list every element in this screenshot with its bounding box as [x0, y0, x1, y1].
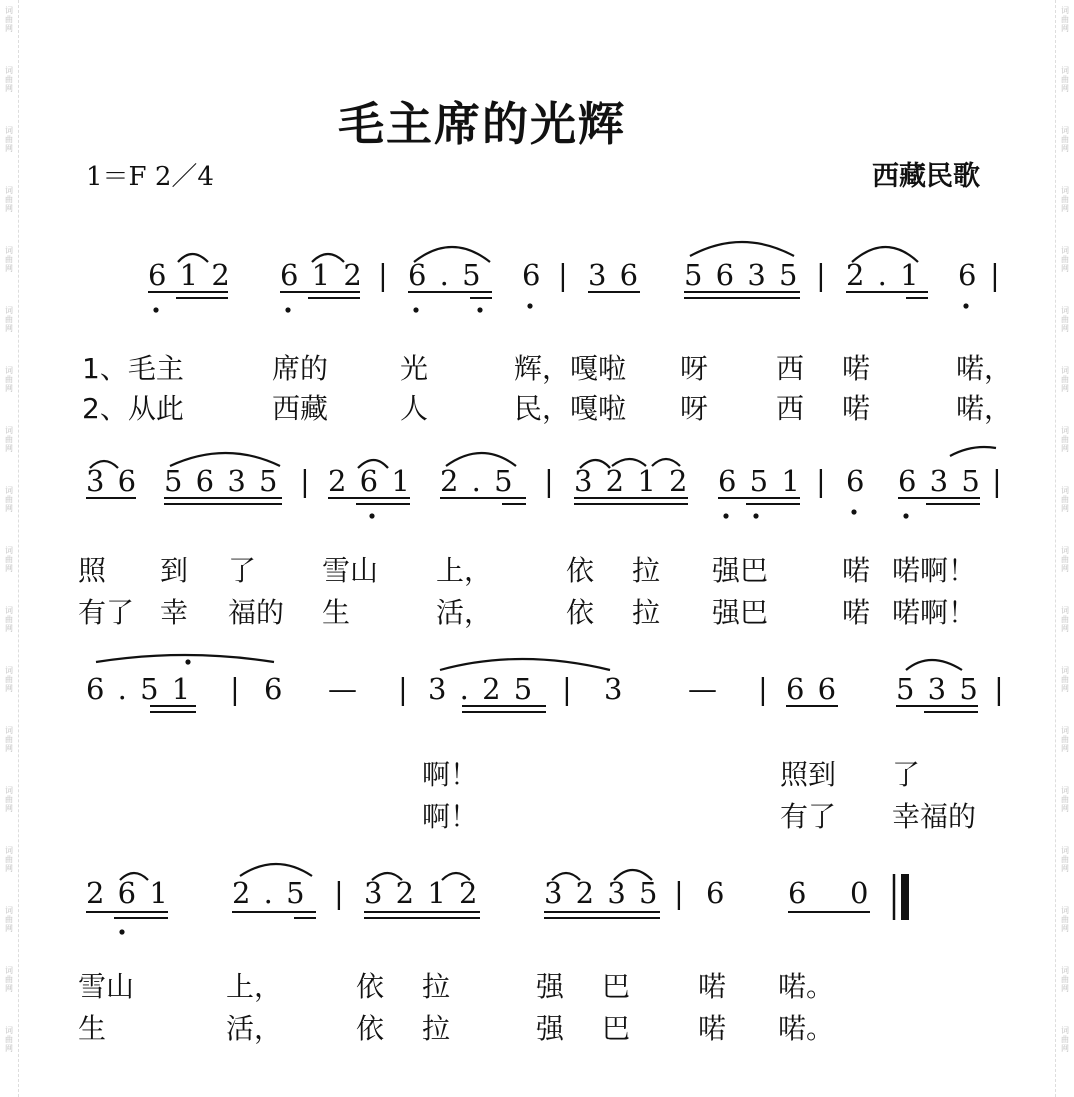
- watermark-text: 词曲网: [5, 126, 13, 153]
- watermark-text: 词曲网: [5, 966, 13, 993]
- notation-group: 6 6: [786, 672, 839, 706]
- notation-group: 3 . 2 5: [428, 672, 535, 706]
- lyric-syllable: 了: [228, 554, 257, 587]
- watermark-text: 词曲网: [1061, 306, 1069, 333]
- watermark-text: 词曲网: [1061, 246, 1069, 273]
- notation-group: 6: [706, 876, 727, 910]
- notation-group: 2 6 1: [328, 464, 412, 498]
- lyric-syllable: 席的: [272, 352, 329, 385]
- lyric-syllable: 呀: [680, 352, 709, 385]
- tie: [440, 659, 610, 670]
- lyric-syllable: 喏，: [956, 352, 1013, 385]
- lyric-syllable: 拉: [632, 596, 661, 629]
- watermark-text: 词曲网: [1061, 366, 1069, 393]
- lyric-syllable: 福的: [228, 596, 285, 629]
- lyric-syllable: 啊！: [422, 758, 479, 791]
- lyric-syllable: 喏。: [778, 1012, 835, 1045]
- notation-group: —: [328, 672, 359, 706]
- tie: [96, 655, 274, 662]
- lyric-syllable: 拉: [422, 970, 451, 1003]
- lyric-syllable: 生: [322, 596, 351, 629]
- barline: |: [378, 258, 390, 292]
- watermark-text: 词曲网: [5, 606, 13, 633]
- lyric-syllable: 上，: [226, 970, 283, 1003]
- lyric-syllable: 喏，: [956, 392, 1013, 425]
- barline: |: [758, 672, 770, 706]
- lyric-syllable: 喏: [842, 596, 871, 629]
- watermark-text: 词曲网: [1061, 486, 1069, 513]
- lyric-syllable: 强巴: [712, 554, 769, 587]
- slur: [372, 873, 402, 880]
- watermark-text: 词曲网: [1061, 966, 1069, 993]
- song-title: 毛主席的光辉: [338, 97, 626, 151]
- barline: |: [816, 464, 828, 498]
- lyric-syllable: 巴: [602, 1012, 631, 1045]
- lyric-syllable: 照: [78, 554, 107, 587]
- lyric-syllable: 1、毛主: [82, 352, 184, 385]
- notation-group: 6 1 2: [148, 258, 232, 292]
- lyric-syllable: 上，: [436, 554, 493, 587]
- watermark-text: 词曲网: [5, 726, 13, 753]
- notation-group: 5 6 3 5: [684, 258, 800, 292]
- lyric-syllable: 活，: [226, 1012, 283, 1045]
- watermark-text: 词曲网: [5, 786, 13, 813]
- watermark-text: 词曲网: [5, 846, 13, 873]
- lyric-syllable: 强: [536, 970, 565, 1003]
- slur: [690, 242, 794, 256]
- barline: |: [334, 876, 346, 910]
- slur: [906, 660, 962, 670]
- lyric-syllable: 雪山: [78, 970, 135, 1003]
- lyric-syllable: 有了: [780, 800, 837, 833]
- slur: [552, 873, 580, 880]
- lyric-syllable: 活，: [436, 596, 493, 629]
- lyric-syllable: 2、从此: [82, 392, 184, 425]
- watermark-text: 词曲网: [5, 246, 13, 273]
- song-source: 西藏民歌: [872, 161, 980, 192]
- lyric-syllable: 喏: [698, 970, 727, 1003]
- final-barline: [894, 874, 909, 920]
- notation-group: 0: [850, 876, 871, 910]
- lyric-syllable: 巴: [602, 970, 631, 1003]
- lyric-syllable: 喏。: [778, 970, 835, 1003]
- watermark-text: 词曲网: [5, 66, 13, 93]
- slur: [170, 453, 280, 466]
- watermark-text: 词曲网: [5, 186, 13, 213]
- notation-group: 3 2 1 2: [364, 876, 480, 910]
- lyric-syllable: 依: [566, 554, 595, 587]
- lyric-syllable: 生: [78, 1012, 107, 1045]
- watermark-text: 词曲网: [5, 306, 13, 333]
- notation-group: 3 2 3 5: [544, 876, 660, 910]
- lyric-syllable: 喏: [698, 1012, 727, 1045]
- barline: |: [816, 258, 828, 292]
- barline: |: [992, 464, 1004, 498]
- notation-group: 6: [788, 876, 809, 910]
- watermark-text: 词曲网: [1061, 726, 1069, 753]
- notation-group: 6: [264, 672, 285, 706]
- slur: [652, 459, 680, 466]
- notation-group: 3 2 1 2: [574, 464, 690, 498]
- lyric-syllable: 喏: [842, 352, 871, 385]
- lyric-syllable: 照到: [780, 758, 837, 791]
- notation-group: 2 . 1: [846, 258, 921, 292]
- watermark-text: 词曲网: [5, 906, 13, 933]
- watermark-text: 词曲网: [5, 1026, 13, 1053]
- notation-group: 2 . 5: [232, 876, 307, 910]
- notation-group: 5 6 3 5: [164, 464, 280, 498]
- slur: [178, 254, 208, 262]
- slur: [612, 459, 646, 466]
- slur: [240, 864, 312, 876]
- slur: [580, 460, 610, 468]
- lyric-syllable: 西藏: [272, 392, 329, 425]
- lyric-syllable: 强: [536, 1012, 565, 1045]
- lyric-syllable: 了: [892, 758, 921, 791]
- lyric-syllable: 啊！: [422, 800, 479, 833]
- lyric-syllable: 光: [400, 352, 429, 385]
- notation-group: 2 6 1: [86, 876, 170, 910]
- barline: |: [990, 258, 1002, 292]
- notation-group: 3 6: [588, 258, 641, 292]
- slur: [120, 873, 148, 880]
- lyric-syllable: 民，嘎啦: [514, 392, 627, 425]
- watermark-text: 词曲网: [5, 666, 13, 693]
- lyric-syllable: 西: [776, 392, 805, 425]
- slur: [442, 873, 470, 880]
- lyric-syllable: 西: [776, 352, 805, 385]
- barline: |: [558, 258, 570, 292]
- lyric-syllable: 辉，嘎啦: [514, 352, 627, 385]
- watermark-text: 词曲网: [5, 546, 13, 573]
- lyric-syllable: 喏: [842, 392, 871, 425]
- slur: [852, 247, 918, 262]
- lyric-syllable: 幸: [160, 596, 189, 629]
- lyric-syllable: 强巴: [712, 596, 769, 629]
- slur: [446, 453, 516, 466]
- slur: [358, 460, 388, 468]
- watermark-text: 词曲网: [5, 366, 13, 393]
- lyric-syllable: 依: [566, 596, 595, 629]
- watermark-text: 词曲网: [1061, 906, 1069, 933]
- notation-group: 6: [846, 464, 867, 498]
- lyric-syllable: 喏啊！: [892, 596, 977, 629]
- lyric-syllable: 喏: [842, 554, 871, 587]
- lyric-syllable: 喏啊！: [892, 554, 977, 587]
- slur: [414, 247, 490, 262]
- barline: |: [230, 672, 242, 706]
- notation-group: 6: [958, 258, 979, 292]
- notation-group: —: [688, 672, 719, 706]
- barline: |: [398, 672, 410, 706]
- lyric-syllable: 拉: [422, 1012, 451, 1045]
- slur: [312, 254, 344, 262]
- slur: [950, 447, 996, 456]
- notation-group: 2 . 5: [440, 464, 515, 498]
- watermark-text: 词曲网: [1061, 426, 1069, 453]
- barline: |: [562, 672, 574, 706]
- watermark-text: 词曲网: [1061, 6, 1069, 33]
- lyric-syllable: 依: [356, 970, 385, 1003]
- notation-group: 6 5 1: [718, 464, 802, 498]
- lyric-syllable: 到: [160, 554, 189, 587]
- barline: |: [994, 672, 1006, 706]
- watermark-text: 词曲网: [1061, 1026, 1069, 1053]
- key-signature: 1＝F 2／4: [86, 162, 214, 192]
- watermark-text: 词曲网: [5, 426, 13, 453]
- lyric-syllable: 雪山: [322, 554, 379, 587]
- watermark-text: 词曲网: [1061, 126, 1069, 153]
- barline: |: [674, 876, 686, 910]
- watermark-text: 词曲网: [1061, 186, 1069, 213]
- watermark-text: 词曲网: [1061, 786, 1069, 813]
- notation-group: 6 . 5: [408, 258, 483, 292]
- barline: |: [544, 464, 556, 498]
- notation-group: 3: [604, 672, 625, 706]
- lyric-syllable: 呀: [680, 392, 709, 425]
- watermark-text: 词曲网: [5, 6, 13, 33]
- watermark-text: 词曲网: [5, 486, 13, 513]
- notation-group: 6 3 5: [898, 464, 982, 498]
- lyric-syllable: 幸福的: [892, 800, 977, 833]
- notation-group: 6 1 2: [280, 258, 364, 292]
- notation-group: 6: [522, 258, 543, 292]
- lyric-syllable: 拉: [632, 554, 661, 587]
- watermark-text: 词曲网: [1061, 606, 1069, 633]
- notation-group: 5 3 5: [896, 672, 980, 706]
- lyric-syllable: 有了: [78, 596, 135, 629]
- barline: |: [300, 464, 312, 498]
- watermark-text: 词曲网: [1061, 66, 1069, 93]
- watermark-text: 词曲网: [1061, 546, 1069, 573]
- slur: [614, 870, 652, 880]
- watermark-text: 词曲网: [1061, 846, 1069, 873]
- lyric-syllable: 人: [400, 392, 429, 425]
- notation-group: 3 6: [86, 464, 139, 498]
- slur: [90, 461, 118, 468]
- lyric-syllable: 依: [356, 1012, 385, 1045]
- watermark-text: 词曲网: [1061, 666, 1069, 693]
- notation-group: 6 . 5 1: [86, 672, 193, 706]
